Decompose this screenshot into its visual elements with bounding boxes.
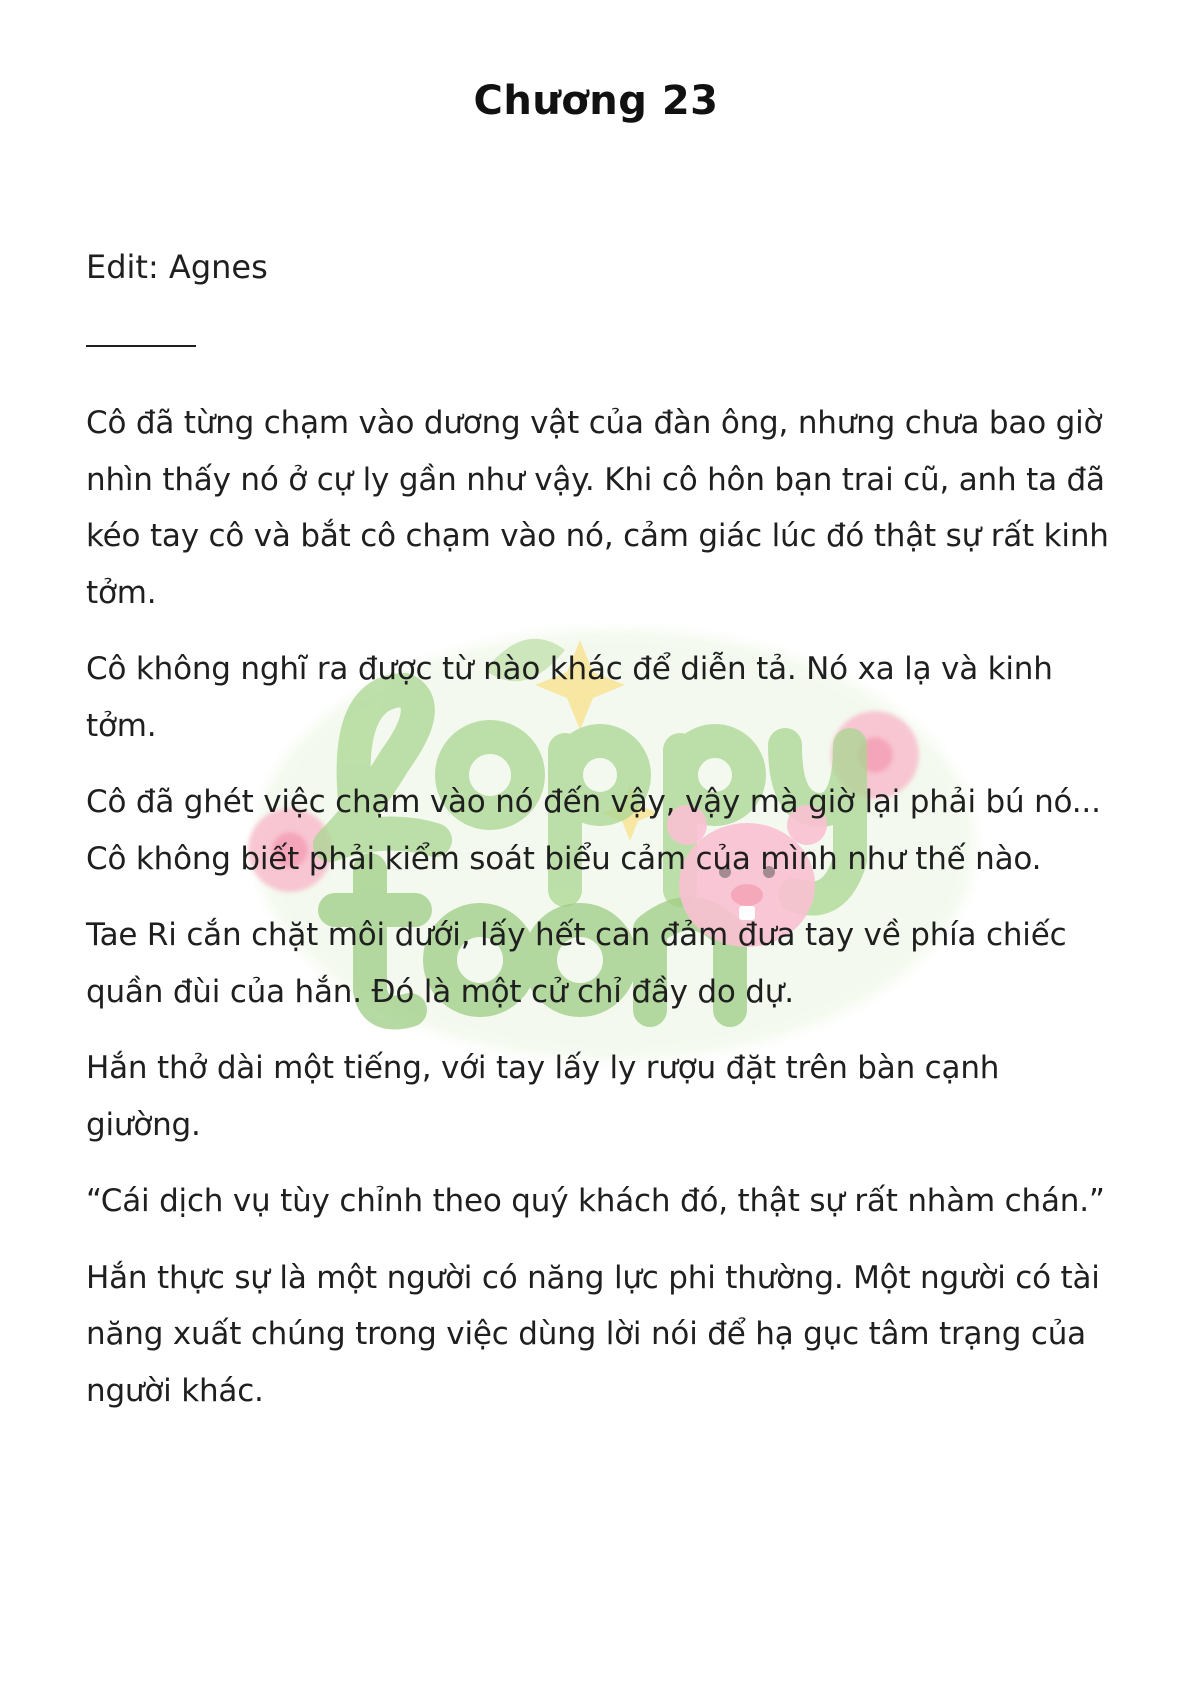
editor-credit: Edit: Agnes	[86, 248, 268, 286]
paragraph: Hắn thực sự là một người có năng lực phi thường. Một người có tài năng xuất chúng trong việc dùng lời nói để hạ gục tâm trạng của người khác.	[86, 1259, 1100, 1409]
separator-line	[86, 345, 196, 347]
paragraph: “Cái dịch vụ tùy chỉnh theo quý khách đó, thật sự rất nhàm chán.”	[86, 1183, 1105, 1219]
paragraph: Cô không nghĩ ra được từ nào khác để diễn tả. Nó xa lạ và kinh tởm.	[86, 651, 1053, 744]
chapter-title: Chương 23	[473, 78, 719, 124]
paragraph: Cô đã ghét việc chạm vào nó đến vậy, vậy mà giờ lại phải bú nó... Cô không biết phải kiểm soát biểu cảm của mình như thế nào.	[86, 784, 1101, 877]
chapter-body	[86, 395, 1116, 1439]
paragraph: Cô đã từng chạm vào dương vật của đàn ông, nhưng chưa bao giờ nhìn thấy nó ở cự ly gần như vậy. Khi cô hôn bạn trai cũ, anh ta đã kéo tay cô và bắt cô chạm vào nó, cảm giác lúc đó thật sự rất kinh tởm.	[86, 405, 1109, 611]
paragraph: Hắn thở dài một tiếng, với tay lấy ly rượu đặt trên bàn cạnh giường.	[86, 1050, 1000, 1143]
paragraph: Tae Ri cắn chặt môi dưới, lấy hết can đảm đưa tay về phía chiếc quần đùi của hắn. Đó là một cử chỉ đầy do dự.	[86, 917, 1067, 1010]
